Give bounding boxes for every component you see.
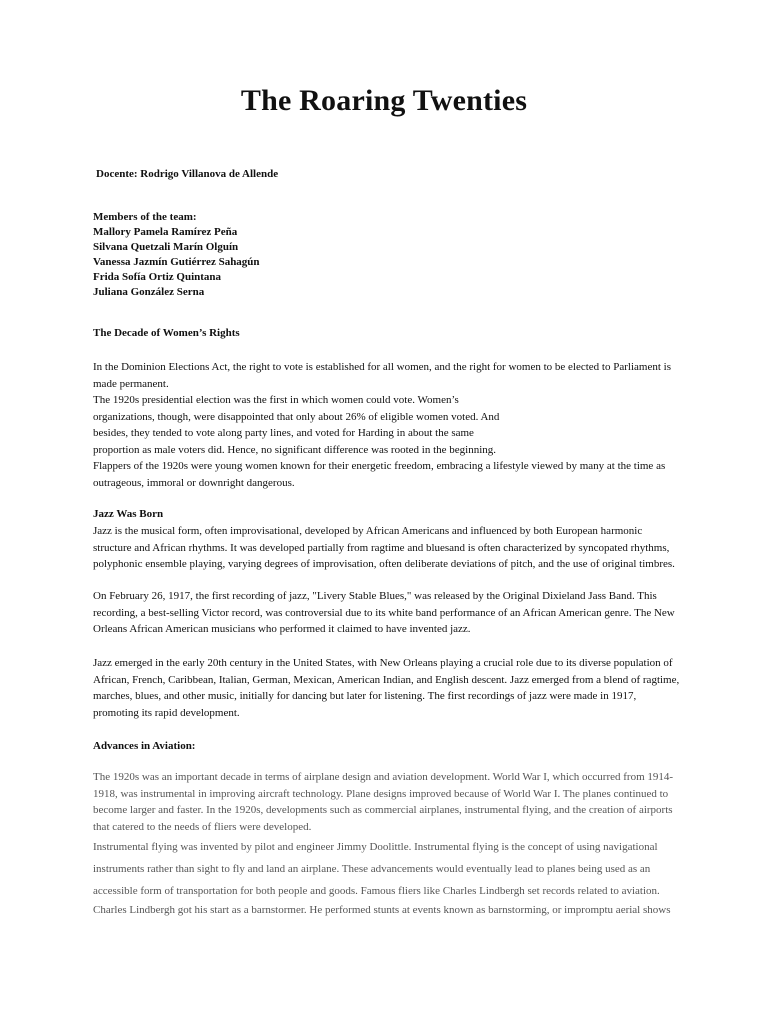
aviation-body (93, 902, 683, 919)
paragraph: Jazz emerged in the early 20th century in the United States, with New Orleans playing a crucial role due to its diverse population of African, French, Caribbean, Italian, German, Mexican, American Indian, and English descent. Jazz emerged from a blend of ragtime, marches, blues, and other music, initially for dancing but later for listening. The first recordings of jazz were made in 1917, promoting its rapid development. (93, 657, 680, 719)
aviation-body (93, 769, 683, 835)
jazz-body (93, 588, 683, 638)
paragraph: organizations, though, were disappointed that only about 26% of eligible women voted. And (93, 410, 500, 423)
aviation-body (93, 836, 683, 902)
paragraph: Flappers of the 1920s were young women known for their energetic freedom, embracing a lifestyle viewed by many at the time as outrageous, immoral or downright dangerous. (93, 460, 666, 489)
team-member: Vanessa Jazmín Gutiérrez Sahagún (93, 256, 260, 268)
paragraph: besides, they tended to vote along party lines, and voted for Harding in about the same (93, 427, 474, 439)
section-heading-jazz: Jazz Was Born (93, 508, 164, 520)
page-title: The Roaring Twenties (240, 84, 528, 117)
paragraph: Charles Lindbergh got his start as a barnstormer. He performed stunts at events known as barnstorming, or impromptu aerial shows (93, 904, 671, 916)
paragraph: proportion as male voters did. Hence, no significant difference was rooted in the beginning. (93, 443, 497, 456)
jazz-body (93, 523, 683, 573)
team-member: Juliana González Serna (93, 286, 205, 298)
jazz-body (93, 655, 683, 721)
paragraph: On February 26, 1917, the first recording of jazz, "Livery Stable Blues," was released by the Original Dixieland Jass Band. This recording, a best-selling Victor record, was controversial due to its white band performance of an African American genre. The New Orleans African American musicians who performed it claimed to have invented jazz. (93, 590, 675, 635)
team-member: Mallory Pamela Ramírez Peña (93, 226, 238, 238)
teacher-line: Docente: Rodrigo Villanova de Allende (96, 168, 279, 180)
section-heading-womens-rights: The Decade of Women’s Rights (93, 327, 240, 339)
paragraph: In the Dominion Elections Act, the right to vote is established for all women, and the right for women to be elected to Parliament is made permanent. (93, 361, 671, 390)
paragraph: The 1920s was an important decade in terms of airplane design and aviation development. World War I, which occurred from 1914-1918, was instrumental in improving aircraft technology. Plane designs improved because of World War I. The planes continued to become larger and faster. In the 1920s, developments such as commercial airplanes, instrumental flying, and the creation of airports that catered to the needs of fliers were developed. (93, 771, 674, 833)
section-heading-aviation: Advances in Aviation: (93, 740, 196, 752)
paragraph: The 1920s presidential election was the first in which women could vote. Women’s (93, 394, 459, 406)
team-member: Frida Sofía Ortiz Quintana (93, 271, 222, 283)
team-member: Silvana Quetzali Marín Olguín (93, 241, 239, 253)
paragraph: Instrumental flying was invented by pilot and engineer Jimmy Doolittle. Instrumental flying is the concept of using navigational instruments rather than sight to fly and land an airplane. These advancements would eventually lead to planes being used as an accessible form of transportation for both people and goods. Famous fliers like Charles Lindbergh set records related to aviation. (93, 841, 660, 897)
paragraph: Jazz is the musical form, often improvisational, developed by African Americans and influenced by both European harmonic structure and African rhythms. It was developed partially from ragtime and bluesand is often characterized by syncopated rhythms, polyphonic ensemble playing, varying degrees of improvisation, often deliberate deviations of pitch, and the use of original timbres. (93, 525, 675, 570)
team-list (93, 210, 260, 300)
womens-rights-body (93, 359, 683, 491)
team-label: Members of the team: (93, 211, 197, 223)
